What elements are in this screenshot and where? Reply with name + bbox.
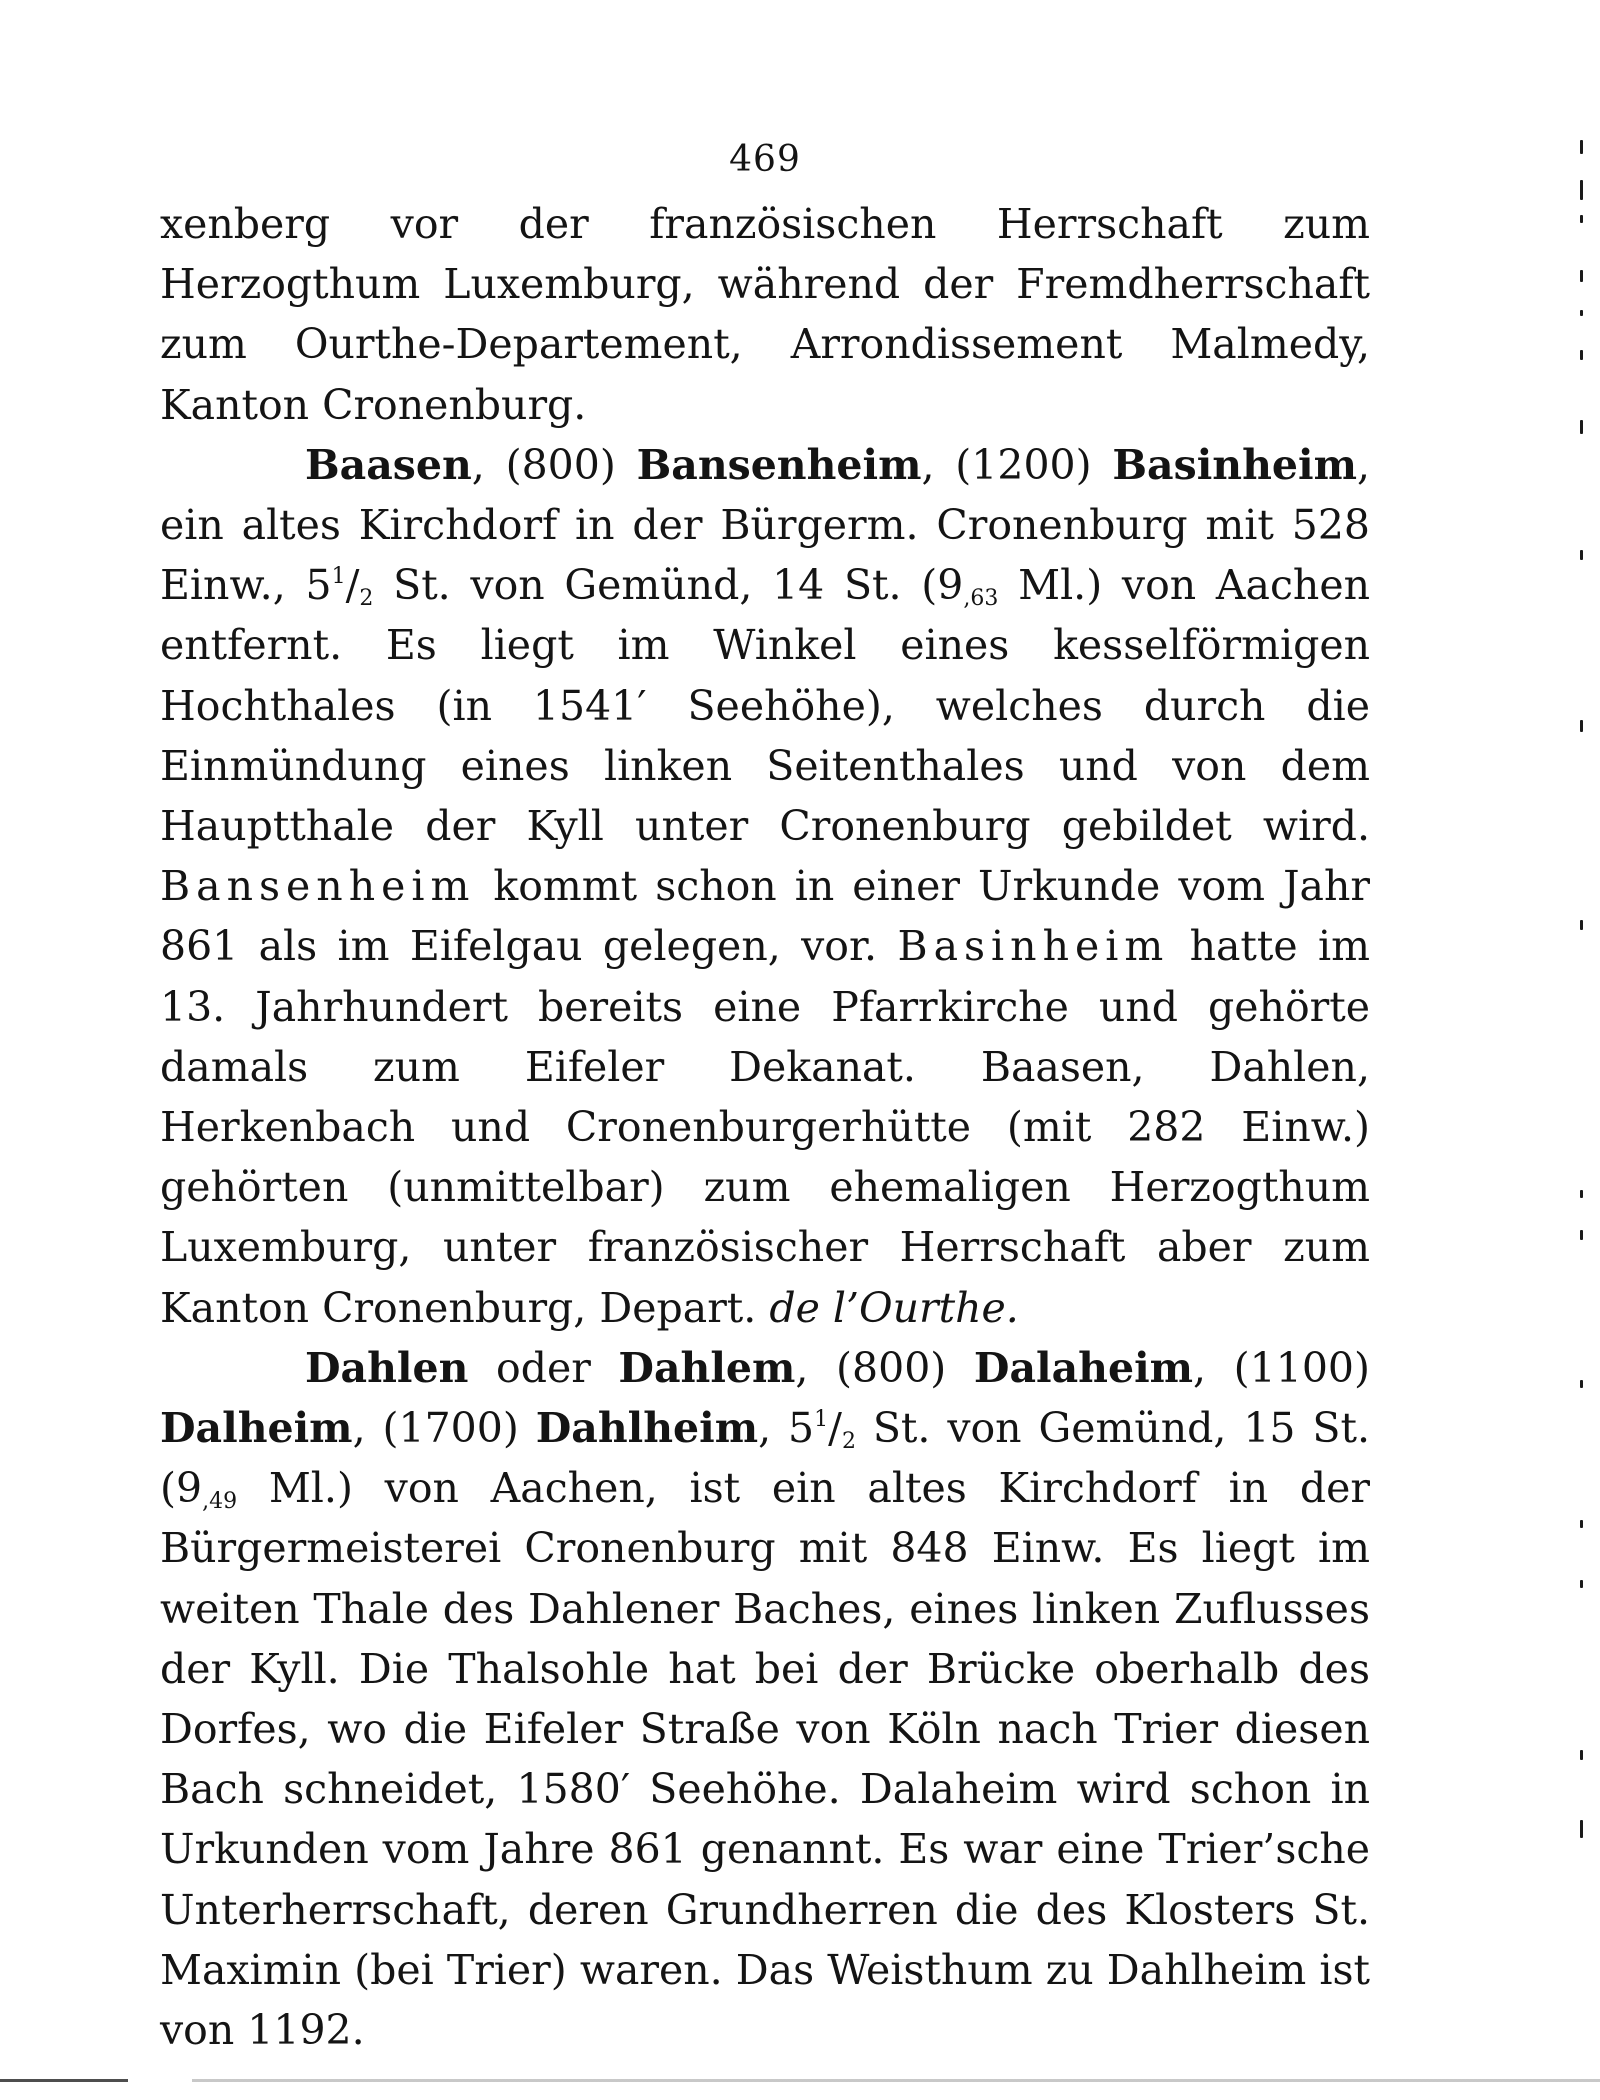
text-run: , <box>758 1404 789 1453</box>
place-name-bansenheim: Bansenheim <box>636 440 922 489</box>
place-name-dalheim: Dalheim <box>160 1404 353 1453</box>
scan-mark <box>1580 310 1583 316</box>
scan-mark <box>1580 350 1583 360</box>
scan-mark <box>1580 920 1583 930</box>
text-run: , (800) <box>471 440 637 489</box>
paragraph-baasen <box>160 435 1370 1338</box>
fraction-denominator: 2 <box>841 1429 856 1455</box>
decimal-subscript: ,49 <box>202 1489 238 1515</box>
place-name-dahlen: Dahlen <box>305 1343 469 1392</box>
scan-mark <box>1580 140 1583 154</box>
fraction-numerator: 1 <box>814 1407 829 1433</box>
text-run: , (1200) <box>921 440 1113 489</box>
text-run: , ein altes Kirchdorf in der Bürgerm. Cronenburg mit 528 Einw., <box>160 440 1370 610</box>
scan-mark <box>1580 1750 1583 1760</box>
place-name-dahlem: Dahlem <box>618 1343 796 1392</box>
scan-bottom-edge <box>0 2079 1600 2082</box>
text-run: , (1100) <box>1193 1343 1371 1392</box>
scan-mark <box>1580 1520 1583 1528</box>
book-page <box>160 139 1371 2055</box>
place-name-baasen: Baasen <box>305 440 472 489</box>
place-name-dahlheim: Dahlheim <box>535 1404 759 1453</box>
scan-mark <box>1580 270 1583 282</box>
fraction-numerator: 1 <box>331 564 346 590</box>
text-run: oder <box>468 1343 619 1392</box>
paragraph-text: xenberg vor der französischen Herrschaft zum Herzogthum Luxemburg, während der Fremdherrschaft zum Ourthe-Departement, Arrondissement Malmedy, Kanton Cronenburg. <box>160 200 1370 429</box>
text-run: St. von Gemünd, 15 St. (9 <box>160 1404 1370 1513</box>
text-run: Ml.) von Aachen entfernt. Es liegt im Winkel eines kesselförmigen Hochthales (in 1541′ Seehöhe), welches durch die Einmündung eines linken Seitenthales und von dem Hauptthale der Kyll unter Cronenburg gebildet wird. <box>160 561 1370 851</box>
scan-mark <box>1580 1190 1583 1198</box>
scan-mark <box>1580 215 1583 223</box>
fraction: $5^1/_2$ <box>788 1404 856 1455</box>
italic-department: de l’Ourthe. <box>769 1283 1019 1332</box>
paragraph-continuation <box>160 194 1370 435</box>
fraction: $5^1/_2$ <box>305 561 374 612</box>
scan-margin-marks <box>1580 120 1588 1920</box>
fraction-denominator: 2 <box>359 586 374 612</box>
scan-mark <box>1580 1380 1583 1388</box>
spaced-name-bansenheim: Bansenheim <box>160 862 476 911</box>
spaced-name-basinheim: Basinheim <box>897 922 1170 971</box>
scan-mark <box>1580 180 1583 200</box>
paragraph-dahlen <box>160 1338 1370 2060</box>
scan-mark <box>1580 1580 1583 1588</box>
fraction-whole: 5 <box>305 561 332 610</box>
text-run: , (800) <box>795 1343 974 1392</box>
scan-mark <box>1580 420 1583 434</box>
text-run: hatte im 13. Jahrhundert bereits eine Pfarrkirche und gehörte damals zum Eifeler Dekanat. Baasen, Dahlen, Herkenbach und Cronenburgerhütte (mit 282 Einw.) gehörten (unmittelbar) zum ehemaligen Herzogthum Luxemburg, unter französischer Herrschaft aber zum Kanton Cronenburg, Depart. <box>160 922 1370 1332</box>
fraction-whole: 5 <box>788 1404 815 1453</box>
scan-mark <box>1580 720 1583 732</box>
text-run: , (1700) <box>352 1404 536 1453</box>
page-number: 469 <box>729 139 801 180</box>
decimal-subscript: ,63 <box>963 586 999 612</box>
text-run: kommt schon in einer Urkunde vom Jahr 861 als im Eifelgau gelegen, vor. <box>160 862 1370 971</box>
text-run: Ml.) von Aachen, ist ein altes Kirchdorf in der Bürgermeisterei Cronenburg mit 848 Einw. Es liegt im weiten Thale des Dahlener Baches, eines linken Zuflusses der Kyll. Die Thalsohle hat bei der Brücke oberhalb des Dorfes, wo die Eifeler Straße von Köln nach Trier diesen Bach schneidet, 1580′ Seehöhe. Dalaheim wird schon in Urkunden vom Jahre 861 genannt. Es war eine Trier’sche Unterherrschaft, deren Grundherren die des Klosters St. Maximin (bei Trier) waren. Das Weisthum zu Dahlheim ist von 1192. <box>160 1464 1370 2055</box>
place-name-basinheim: Basinheim <box>1112 440 1357 489</box>
text-run: St. von Gemünd, 14 St. (9 <box>373 561 964 610</box>
scan-mark <box>1580 1230 1583 1240</box>
place-name-dalaheim: Dalaheim <box>973 1343 1194 1392</box>
scan-mark <box>1580 1820 1583 1838</box>
scan-mark <box>1580 550 1583 560</box>
